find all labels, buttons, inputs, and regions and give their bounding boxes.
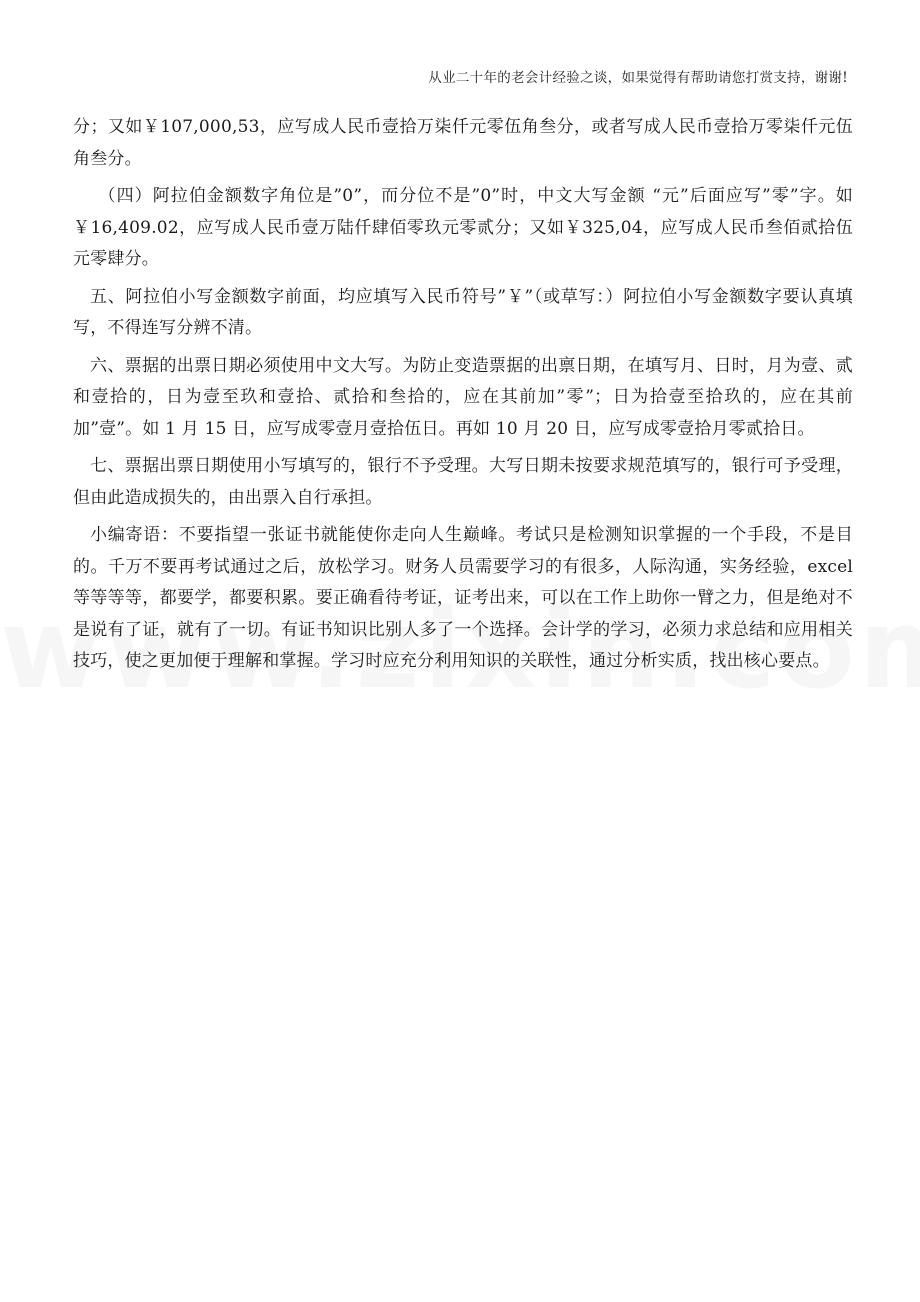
paragraph-editor-note: 小编寄语：不要指望一张证书就能使你走向人生巅峰。考试只是检测知识掌握的一个手段，不是目的。千万不要再考试通过之后，放松学习。财务人员需要学习的有很多，人际沟通，实务经验，excel 等等等等，都要学，都要积累。要正确看待考证，证考出来，可以在工作上助你一臂之力，但是绝对不是说有了证，就有了一切。有证书知识比别人多了一个选择。会计学的学习，必须力求总结和应用相关技巧，使之更加便于理解和掌握。学习时应充分利用知识的关联性，通过分析实质，找出核心要点。	[73, 525, 853, 671]
paragraph-rule-six: 六、票据的出票日期必须使用中文大写。为防止变造票据的出禀日期，在填写月、日时，月为壹、贰和壹拾的，日为壹至玖和壹拾、贰拾和叁拾的，应在其前加”零”；日为拾壹至拾玖的，应在其前加”壹”。如 1 月 15 日，应写成零壹月壹拾伍日。再如 10 月 20 日，应写成零壹拾月零贰拾日。	[73, 355, 853, 439]
document-body	[73, 112, 853, 684]
paragraph-rule-five: 五、阿拉伯小写金额数字前面，均应填写入民币符号”￥”（或草写：）阿拉伯小写金额数字要认真填写，不得连写分辨不清。	[73, 286, 853, 338]
paragraph-continuation: 分；又如￥107,000,53，应写成人民币壹拾万柒仟元零伍角叁分，或者写成人民币壹拾万零柒仟元伍角叁分。	[73, 117, 853, 169]
paragraph-rule-four: （四）阿拉伯金额数字角位是”0”，而分位不是”0”时，中文大写金额 “元”后面应写”零”字。如￥16,409.02，应写成人民币壹万陆仟肆佰零玖元零贰分；又如￥325,04，应写成人民币叁佰贰拾伍元零肆分。	[73, 186, 853, 269]
paragraph-rule-seven: 七、票据出票日期使用小写填写的，银行不予受理。大写日期未按要求规范填写的，银行可予受理，但由此造成损失的，由出票入自行承担。	[73, 456, 853, 508]
header-note: 从业二十年的老会计经验之谈，如果觉得有帮助请您打赏支持，谢谢!	[428, 70, 848, 86]
